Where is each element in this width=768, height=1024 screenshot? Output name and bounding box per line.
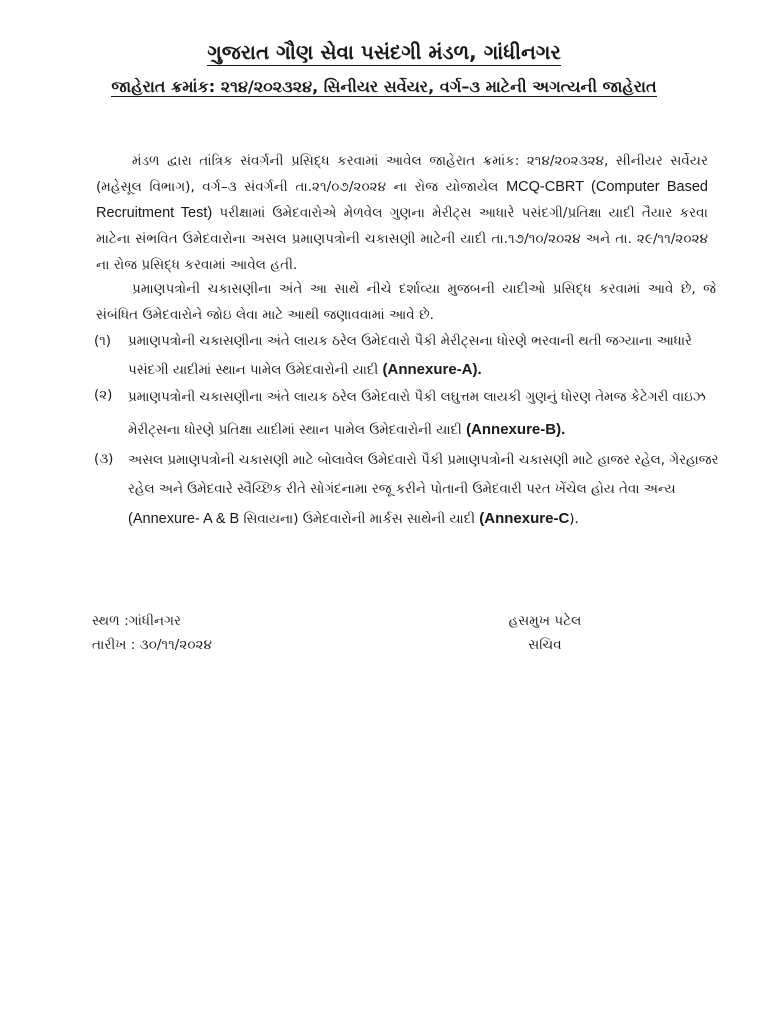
list-item-description-part2: સિવાયના) ઉમેદવારોની માર્કસ સાથેની યાદી: [239, 512, 480, 527]
signatory-title: સચિવ: [528, 637, 562, 653]
publication-paragraph: પ્રમાણપત્રોની ચકાસણીના અંતે આ સાથે નીચે દર્શાવ્યા મુજબની યાદીઓ પ્રસિદ્ધ કરવામાં આવે છે, જે સંબંધિત ઉમેદવારોને જોઇ લેવા માટે આથી જણાવવામાં આવે છે.: [96, 281, 716, 323]
intro-text-part2: પરીક્ષામાં ઉમેદવારોએ મેળવેલ ગુણના મેરીટ્સ આધારે પસંદગી/પ્રતિક્ષા યાદી તૈયાર કરવા માટેના સંભવિત ઉમેદવારોના અસલ પ્રમાણપત્રોની ચકાસણી માટેની યાદી તા.૧૭/૧૦/૨૦૨૪ અને તા. ૨૯/૧૧/૨૦૨૪ ના રોજ પ્રસિદ્ધ કરવામાં આવેલ હતી.: [96, 205, 708, 273]
list-item-description-part1: અસલ પ્રમાણપત્રોની ચકાસણી માટે બોલાવેલ ઉમેદવારો પૈકી પ્રમાણપત્રોની ચકાસણી માટે હાજર રહેલ, ગેરહાજર રહેલ અને ઉમેદવારે સ્વૈચ્છિક રીતે સોગંદનામા રજૂ કરીને પોતાની ઉમેદવારી પરત ખેંચેલ હોય તેવા અન્ય: [128, 453, 719, 497]
board-name: ગુજરાત ગૌણ સેવા પસંદગી મંડળ, ગાંધીનગર: [207, 40, 561, 64]
annexure-c-label: (Annexure-C: [479, 510, 570, 527]
list-item-number: (૧): [94, 334, 112, 349]
intro-paragraph: [96, 148, 708, 278]
list-item-description: પ્રમાણપત્રોની ચકાસણીના અંતે લાયક ઠરેલ ઉમેદવારો પૈકી લઘુત્તમ લાયકી ગુણનું ધોરણ તેમજ કેટેગરી વાઇઝ મેરીટ્સના ધોરણે પ્રતિક્ષા યાદીમાં સ્થાન પામેલ ઉમેદવારોની યાદી: [128, 390, 706, 438]
list-item-3: [94, 446, 724, 534]
intro-text-part1: મંડળ દ્વારા તાંત્રિક સંવર્ગની પ્રસિદ્ધ કરવામાં આવેલ જાહેરાત ક્રમાંક: ૨૧૪/૨૦૨૩૨૪, સીનીયર સર્વેયર (મહેસૂલ વિભાગ), વર્ગ–૩ સંવર્ગની તા.૨૧/૦૭/૨૦૨૪ ના રોજ યોજાયેલ: [96, 153, 708, 195]
list-item-description: પ્રમાણપત્રોની ચકાસણીના અંતે લાયક ઠરેલ ઉમેદવારો પૈકી મેરીટ્સના ધોરણે ભરવાની થતી જગ્યાના આધારે પસંદગી યાદીમાં સ્થાન પામેલ ઉમેદવારોની યાદી: [128, 334, 692, 378]
list-item-2: [94, 382, 724, 447]
page-title: [0, 38, 768, 66]
place-label: સ્થળ :ગાંધીનગર: [92, 613, 182, 629]
list-item-text: [128, 382, 724, 447]
date-label: તારીખ : ૩૦/૧૧/૨૦૨૪: [92, 637, 212, 653]
signatory-name: હસમુખ પટેલ: [508, 613, 582, 629]
list-item-number: (૩): [94, 452, 114, 467]
exam-code: MCQ-CBRT (Computer Based Recruitment Test): [96, 179, 708, 221]
list-item-number: (૨): [94, 388, 113, 403]
annexure-a-label: (Annexure-A).: [382, 361, 482, 378]
annexure-exclusion-label: (Annexure- A & B: [128, 511, 240, 527]
signature-block: [470, 609, 620, 657]
list-item-text: [128, 328, 724, 385]
annexure-c-tail: ).: [569, 512, 579, 527]
advertisement-heading: જાહેરાત ક્રમાંક: ૨૧૪/૨૦૨૩૨૪, સિનીયર સર્વેયર, વર્ગ–૩ માટેની અગત્યની જાહેરાત: [111, 77, 657, 96]
notice-subtitle: [80, 72, 688, 101]
annexure-b-label: (Annexure-B).: [466, 421, 566, 438]
footer-place-date: [92, 609, 212, 657]
list-item-1: [94, 328, 724, 385]
list-item-text: [128, 446, 724, 534]
